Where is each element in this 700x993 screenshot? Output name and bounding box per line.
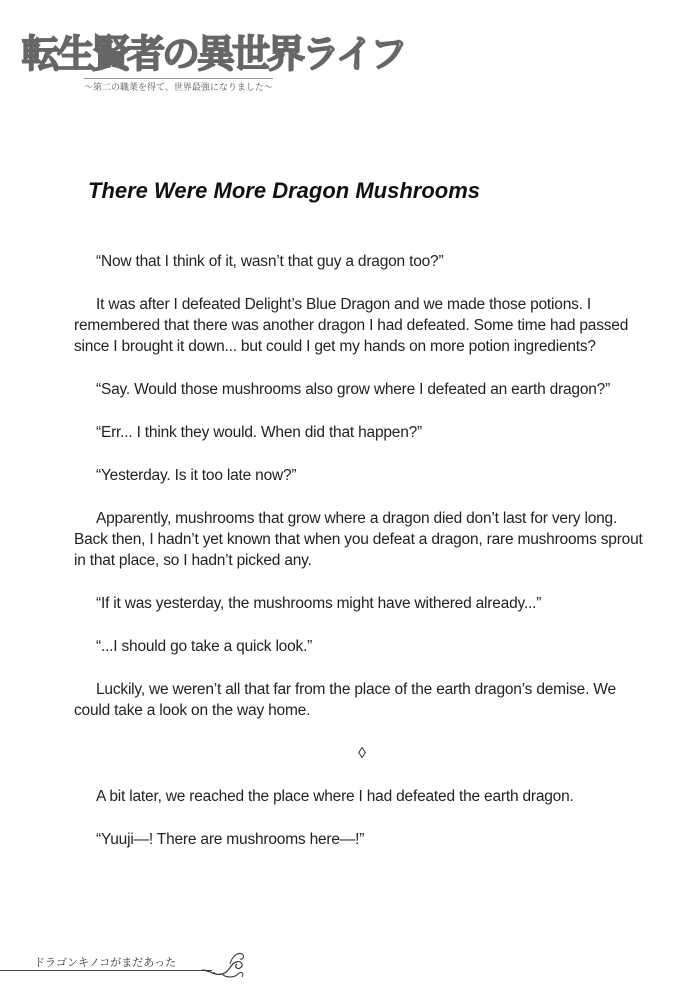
paragraph: “If it was yesterday, the mushrooms might have withered already...” (96, 595, 542, 612)
paragraph: “Err... I think they would. When did that happen?” (96, 424, 423, 441)
running-title: ドラゴンキノコがまだあった (34, 956, 177, 969)
paragraph: A bit later, we reached the place where I had defeated the earth dragon. (96, 788, 574, 805)
paragraph: “Say. Would those mushrooms also grow where I defeated an earth dragon?” (96, 381, 611, 398)
paragraph: “Yuuji—! There are mushrooms here—!” (96, 831, 365, 848)
paragraph: It was after I defeated Delight’s Blue Dragon and we made those potions. I remembered that there was another dragon I had defeated. Some time had passed since I brought it down... but could I get my hands on more potion ingredients? (74, 296, 629, 355)
paragraph: “...I should go take a quick look.” (96, 638, 313, 655)
paragraph: Apparently, mushrooms that grow where a dragon died don’t last for very long. Back then, I hadn’t yet known that when you defeat a dragon, rare mushrooms sprout in that place, so I hadn’t picked any. (74, 510, 643, 569)
page-footer (0, 944, 700, 984)
logo-title: 転生賢者の異世界ライフ (22, 31, 405, 76)
flourish-ornament-icon (200, 946, 248, 980)
paragraph: “Yesterday. Is it too late now?” (96, 467, 297, 484)
chapter-title: There Were More Dragon Mushrooms (88, 178, 480, 203)
logo-subtitle: ～第二の職業を得て、世界最強になりました～ (84, 78, 273, 93)
footer-rule (0, 970, 212, 971)
series-logo (22, 30, 405, 94)
paragraph: Luckily, we weren’t all that far from the place of the earth dragon’s demise. We could take a look on the way home. (74, 681, 616, 719)
scene-break-diamond: ◊ (358, 745, 366, 762)
paragraph: “Now that I think of it, wasn’t that guy a dragon too?” (96, 253, 444, 270)
chapter-body (74, 251, 650, 872)
